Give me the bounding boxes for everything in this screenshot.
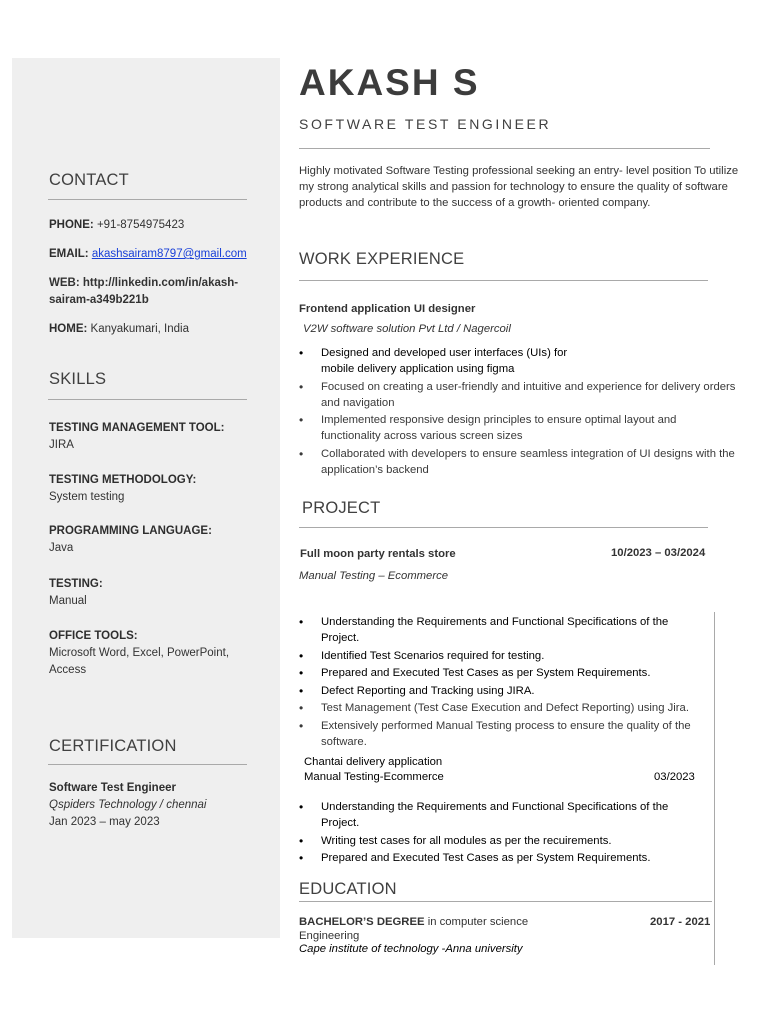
web-line[interactable]: WEB: http://linkedin.com/in/akash-sairam-a349b221b — [49, 277, 239, 306]
education-degree-line — [299, 915, 559, 943]
candidate-name: AKASH S — [299, 62, 480, 103]
candidate-role: SOFTWARE TEST ENGINEER — [299, 116, 552, 132]
list-item: • Prepared and Executed Test Cases as per System Requirements. — [299, 665, 709, 681]
skill-item — [49, 523, 264, 557]
skill-value: Microsoft Word, Excel, PowerPoint, Access — [49, 647, 230, 676]
contact-heading: CONTACT — [49, 171, 129, 189]
education-heading: EDUCATION — [299, 880, 397, 898]
home-label: HOME: — [49, 323, 88, 335]
vertical-rule — [714, 612, 715, 965]
phone-line — [49, 217, 264, 234]
list-item: • Implemented responsive design principles to ensure optimal layout and functionality across various screen sizes — [299, 412, 739, 444]
education-field: in computer science Engineering — [299, 916, 529, 942]
list-item: • Designed and developed user interfaces (UIs) for mobile delivery application using figma — [299, 345, 739, 377]
skill-value: Java — [49, 542, 74, 554]
email-label: EMAIL: — [49, 248, 89, 260]
summary-text: Highly motivated Software Testing professional seeking an entry- level position To utilize my strong analytical skills and passion for technology to ensure the quality of software products and contribute to the success of a growth- oriented company. — [299, 165, 739, 209]
skill-item — [49, 576, 264, 610]
job-title: Frontend application UI designer — [299, 303, 476, 315]
job-company: V2W software solution Pvt Ltd / Nagercoil — [303, 323, 511, 335]
project-2-dates: 03/2023 — [654, 771, 695, 783]
home-line — [49, 321, 264, 338]
project-1-subtitle: Manual Testing – Ecommerce — [299, 570, 449, 582]
list-item: • Defect Reporting and Tracking using JIRA. — [299, 683, 709, 699]
certification-divider — [48, 764, 247, 765]
skill-label: TESTING MANAGEMENT TOOL: — [49, 422, 225, 434]
certification-org: Qspiders Technology / chennai — [49, 799, 207, 811]
education-school: Cape institute of technology -Anna university — [299, 943, 523, 955]
list-item: • Focused on creating a user-friendly and intuitive and experience for delivery orders and navigation — [299, 379, 739, 411]
skill-value: System testing — [49, 491, 125, 503]
list-item: • Test Management (Test Case Execution and Defect Reporting) using Jira. — [299, 700, 709, 716]
list-item: • Identified Test Scenarios required for testing. — [299, 648, 709, 664]
header-divider — [299, 148, 710, 149]
home-value: Kanyakumari, India — [90, 323, 189, 335]
project-2-title: Chantai delivery application — [304, 756, 443, 768]
list-item: • Collaborated with developers to ensure seamless integration of UI designs with the application’s backend — [299, 446, 739, 478]
phone-label: PHONE: — [49, 219, 94, 231]
project-1-dates: 10/2023 – 03/2024 — [611, 547, 706, 559]
skill-label: OFFICE TOOLS: — [49, 630, 138, 642]
skill-label: TESTING METHODOLOGY: — [49, 474, 197, 486]
certification-title: Software Test Engineer — [49, 782, 176, 794]
education-dates: 2017 - 2021 — [650, 916, 711, 928]
project-divider — [299, 527, 708, 528]
skill-label: PROGRAMMING LANGUAGE: — [49, 525, 212, 537]
work-divider — [299, 280, 708, 281]
skill-value: JIRA — [49, 439, 74, 451]
phone-value: +91-8754975423 — [96, 219, 185, 231]
certification-dates: Jan 2023 – may 2023 — [49, 816, 160, 828]
work-heading: WORK EXPERIENCE — [299, 250, 465, 268]
project-1-title: Full moon party rentals store — [300, 548, 456, 560]
skill-item — [49, 628, 249, 679]
skills-divider — [48, 399, 247, 400]
education-degree: BACHELOR’S DEGREE — [299, 916, 425, 928]
certification-heading: CERTIFICATION — [49, 737, 177, 755]
contact-divider — [48, 199, 247, 200]
list-item: • Extensively performed Manual Testing process to ensure the quality of the software. — [299, 718, 709, 750]
list-item: • Writing test cases for all modules as per the recuirements. — [299, 833, 709, 849]
list-item: • Understanding the Requirements and Functional Specifications of the Project. — [299, 799, 709, 831]
project-2-subtitle: Manual Testing-Ecommerce — [304, 771, 444, 783]
work-bullets — [299, 345, 739, 479]
list-item: • Understanding the Requirements and Functional Specifications of the Project. — [299, 614, 709, 646]
email-link[interactable]: akashsairam8797@gmail.com — [91, 248, 247, 260]
skill-label: TESTING: — [49, 578, 103, 590]
skills-heading: SKILLS — [49, 370, 107, 388]
skill-item — [49, 472, 264, 506]
project-1-bullets — [299, 614, 709, 751]
education-divider — [299, 901, 712, 902]
certification-block — [49, 780, 264, 831]
project-heading: PROJECT — [302, 499, 381, 517]
list-item: • Prepared and Executed Test Cases as per System Requirements. — [299, 850, 709, 866]
email-line — [49, 246, 264, 263]
skill-item — [49, 420, 264, 454]
skill-value: Manual — [49, 595, 87, 607]
project-2-bullets — [299, 799, 709, 868]
